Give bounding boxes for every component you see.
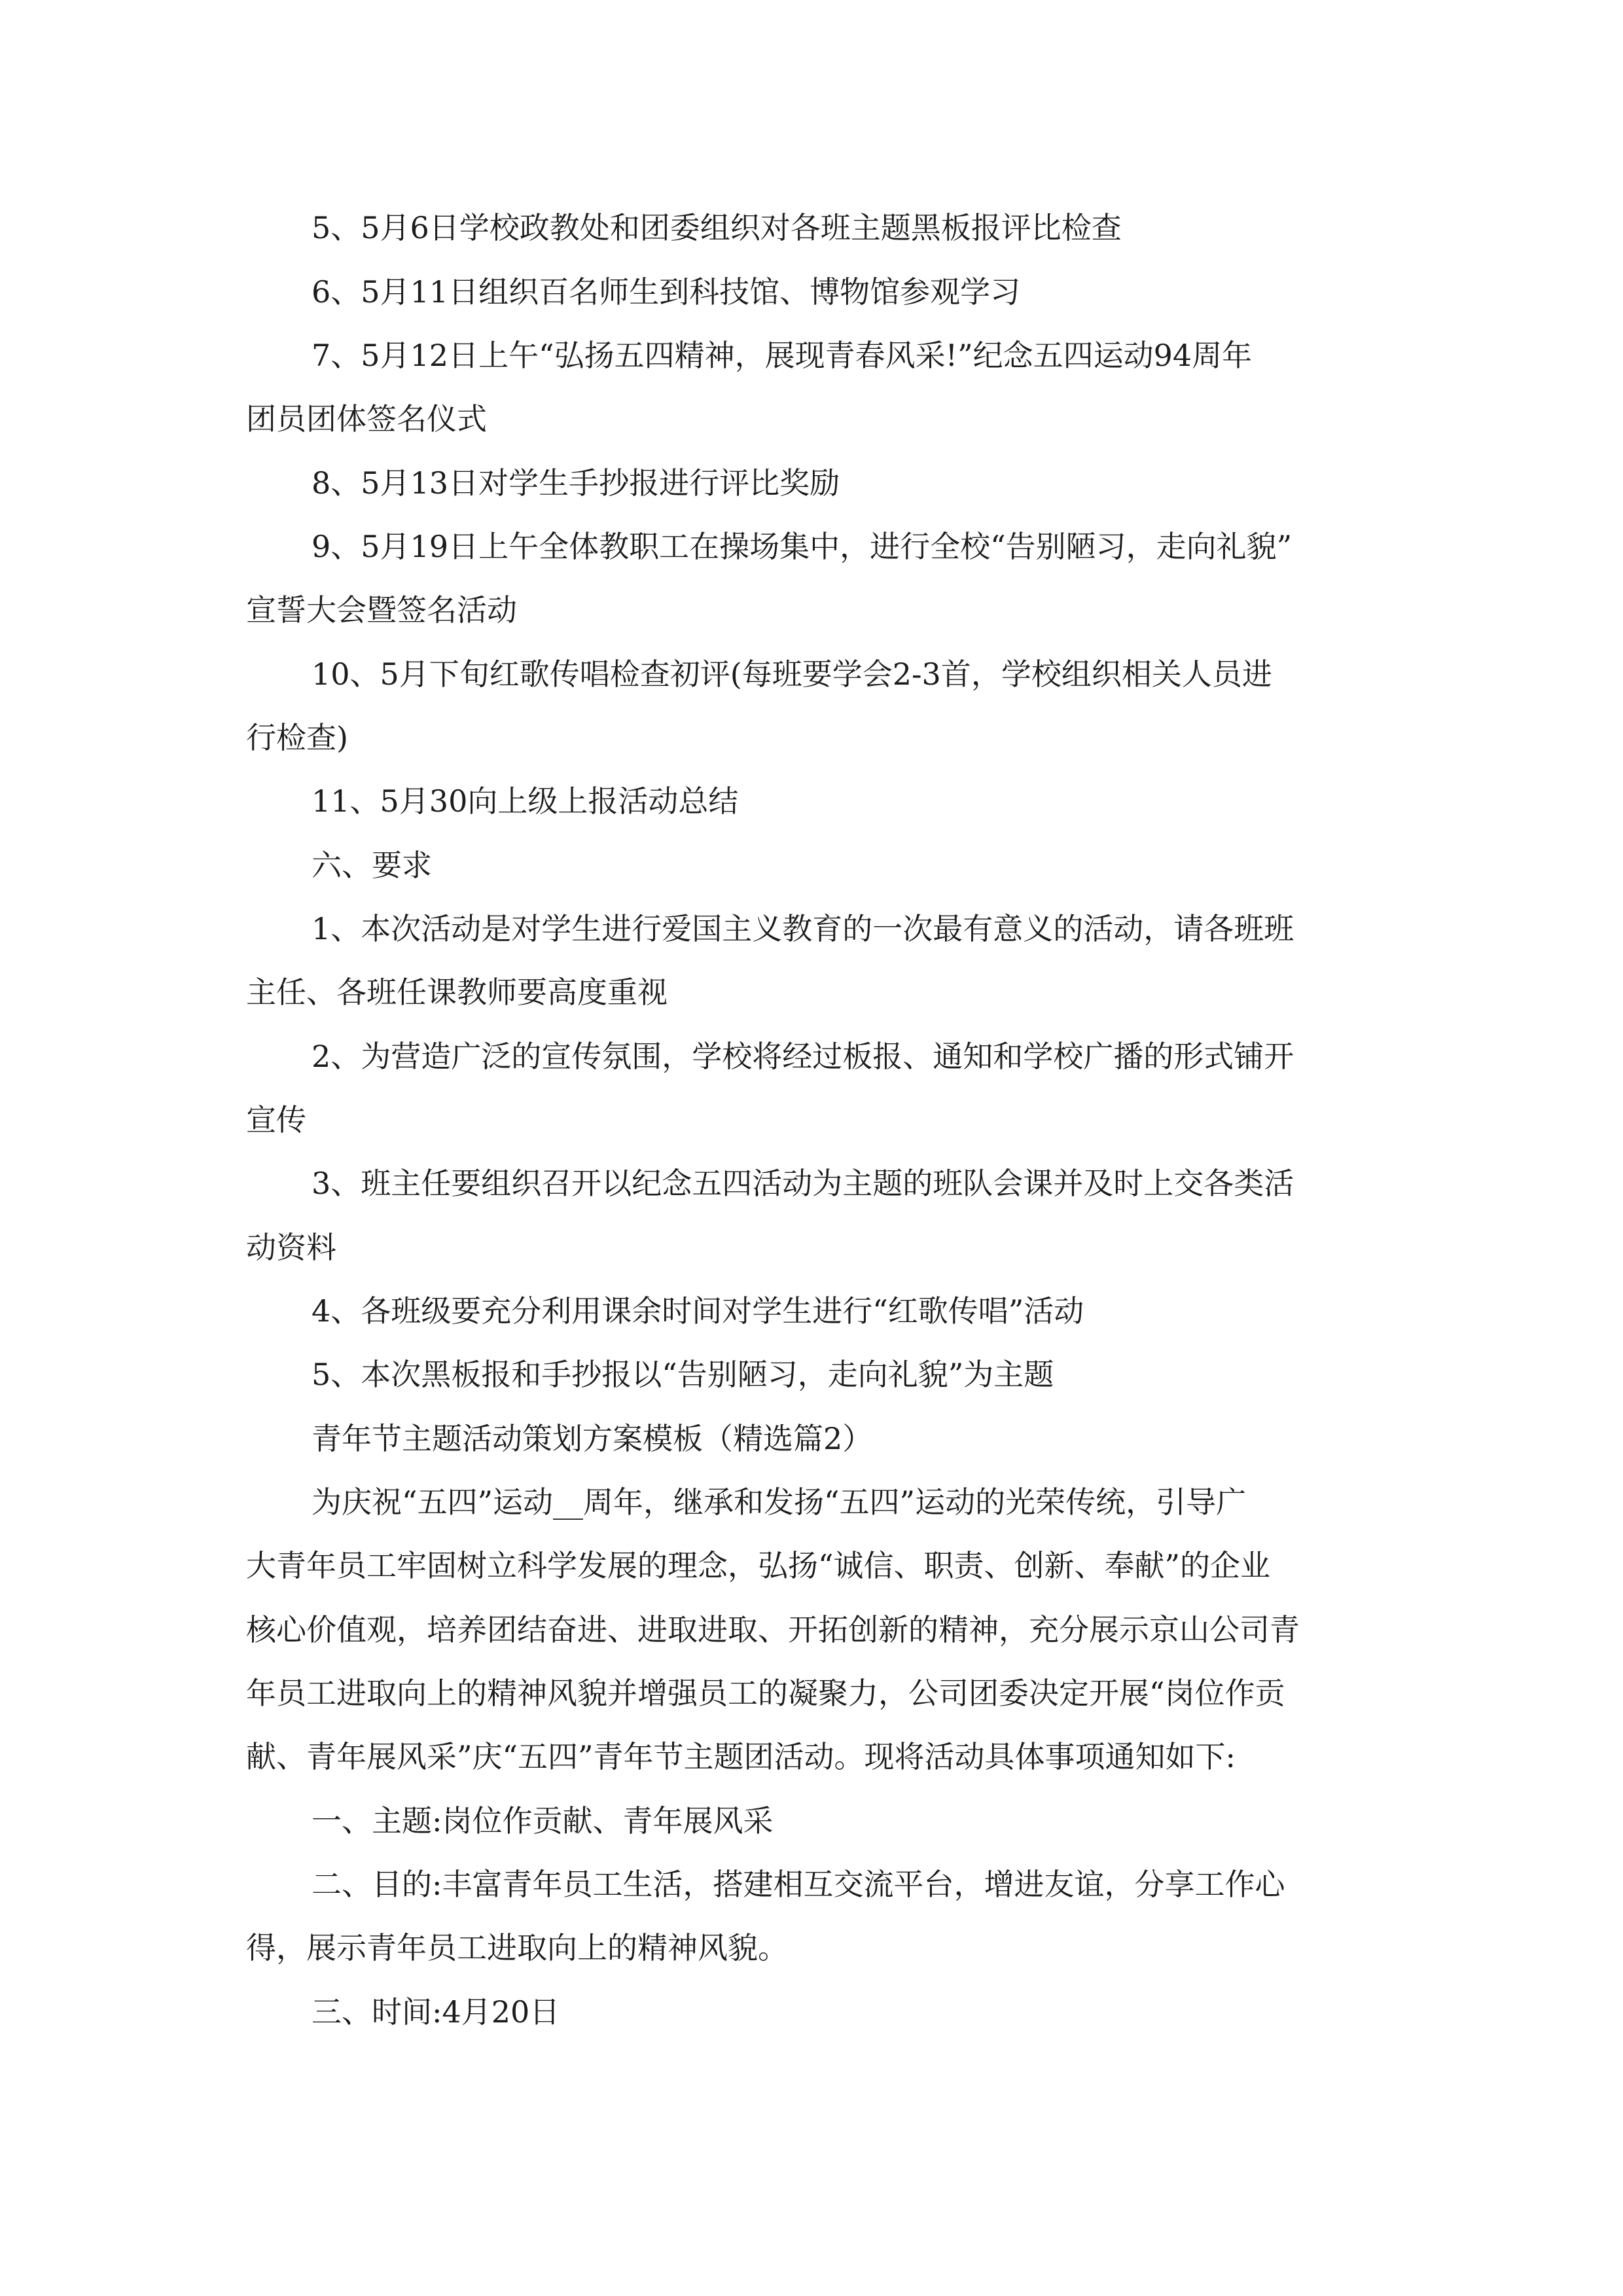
text-line: 主任、各班任课教师要高度重视 [246, 975, 668, 1010]
text-line: 核心价值观，培养团结奋进、进取进取、开拓创新的精神，充分展示京山公司青 [246, 1612, 1300, 1647]
text-line: 行检查) [246, 720, 348, 755]
text-line: 8、5月13日对学生手抄报进行评比奖励 [312, 465, 840, 501]
text-line: 10、5月下旬红歌传唱检查初评(每班要学会2-3首，学校组织相关人员进 [312, 656, 1272, 692]
text-line: 5、本次黑板报和手抄报以“告别陋习，走向礼貌”为主题 [312, 1357, 1054, 1392]
text-line: 大青年员工牢固树立科学发展的理念，弘扬“诚信、职责、创新、奉献”的企业 [246, 1548, 1271, 1583]
text-line: 宣传 [246, 1102, 306, 1138]
text-line: 7、5月12日上午“弘扬五四精神，展现青春风采!”纪念五四运动94周年 [312, 338, 1253, 373]
text-line: 宣誓大会暨签名活动 [246, 592, 517, 628]
text-line: 团员团体签名仪式 [246, 401, 487, 437]
text-line: 2、为营造广泛的宣传氛围，学校将经过板报、通知和学校广播的形式铺开 [312, 1039, 1294, 1074]
section-title: 青年节主题活动策划方案模板（精选篇2） [312, 1421, 873, 1456]
text-line: 1、本次活动是对学生进行爱国主义教育的一次最有意义的活动，请各班班 [312, 911, 1294, 946]
text-line: 4、各班级要充分利用课余时间对学生进行“红歌传唱”活动 [312, 1293, 1084, 1329]
text-line: 3、班主任要组织召开以纪念五四活动为主题的班队会课并及时上交各类活 [312, 1166, 1294, 1201]
text-line: 9、5月19日上午全体教职工在操场集中，进行全校“告别陋习，走向礼貌” [312, 529, 1293, 564]
text-line: 11、5月30向上级上报活动总结 [312, 783, 739, 819]
text-line: 年员工进取向上的精神风貌并增强员工的凝聚力，公司团委决定开展“岗位作贡 [246, 1676, 1285, 1711]
text-line: 得，展示青年员工进取向上的精神风貌。 [246, 1930, 788, 1965]
text-line: 为庆祝“五四”运动__周年，继承和发扬“五四”运动的光荣传统，引导广 [312, 1484, 1247, 1520]
text-line: 动资料 [246, 1230, 336, 1265]
text-line: 三、时间:4月20日 [312, 1994, 560, 2030]
text-line: 6、5月11日组织百名师生到科技馆、博物馆参观学习 [312, 274, 1021, 310]
text-line: 5、5月6日学校政教处和团委组织对各班主题黑板报评比检查 [312, 210, 1122, 245]
section-heading: 六、要求 [312, 848, 432, 883]
text-line: 一、主题:岗位作贡献、青年展风采 [312, 1803, 774, 1839]
text-line: 二、目的:丰富青年员工生活，搭建相互交流平台，增进友谊，分享工作心 [312, 1867, 1285, 1902]
text-line: 献、青年展风采”庆“五四”青年节主题团活动。现将活动具体事项通知如下: [246, 1739, 1236, 1774]
